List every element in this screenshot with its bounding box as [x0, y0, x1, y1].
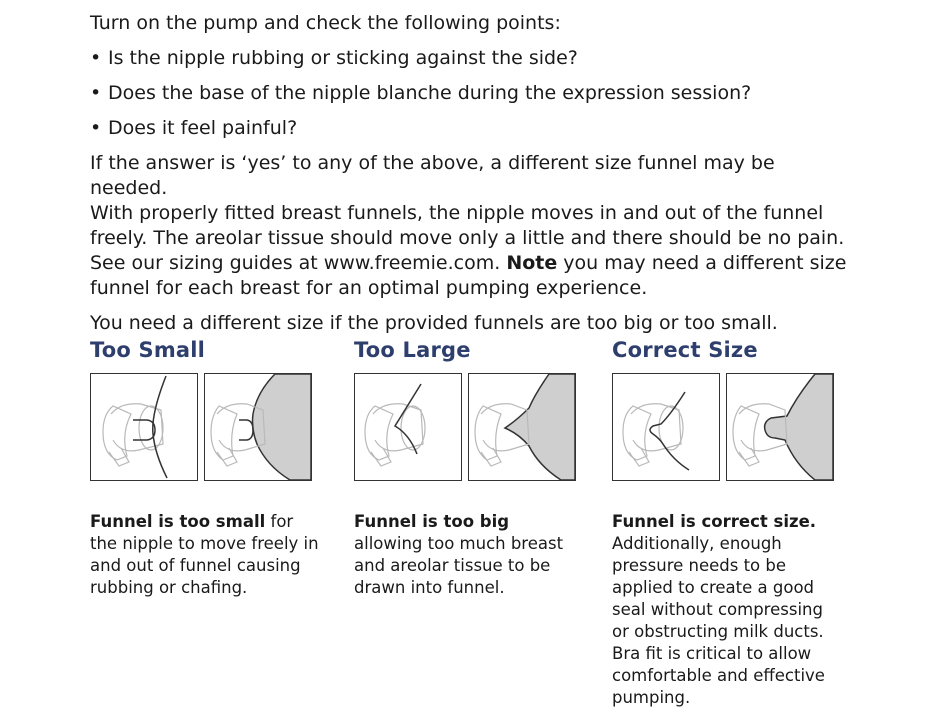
checklist-item: • Is the nipple rubbing or sticking against the side? [90, 46, 850, 71]
checklist [90, 46, 850, 141]
caption-bold: Funnel is correct size. [612, 512, 817, 531]
section-title: Too Large [354, 338, 471, 362]
section-caption [612, 511, 837, 709]
correct-size-section [612, 338, 825, 707]
funnel-with-breast-illustration [468, 373, 576, 481]
illustration-pair [354, 373, 579, 483]
intro-lead: Turn on the pump and check the following points: [90, 12, 561, 34]
checklist-item: • Does the base of the nipple blanche during the expression session? [90, 81, 850, 106]
caption-bold: Funnel is too small [90, 512, 266, 531]
caption-bold: Funnel is too big [354, 512, 510, 531]
section-caption [354, 511, 579, 599]
too-small-section [90, 338, 319, 597]
checklist-item: • Does it feel painful? [90, 116, 850, 141]
funnel-with-breast-illustration [204, 373, 312, 481]
note-label: Note [506, 252, 558, 274]
fit-line: With properly fitted breast funnels, the nipple moves in and out of the funnel [90, 202, 824, 224]
caption-text: allowing too much breast and areolar tissue to be drawn into funnel. [354, 534, 564, 597]
funnel-only-illustration [90, 373, 198, 481]
too-large-section [354, 338, 564, 597]
section-title: Too Small [90, 338, 206, 362]
funnel-only-illustration [612, 373, 720, 481]
fit-explanation [90, 151, 850, 301]
caption-text: Additionally, enough pressure needs to be applied to create a good seal without compressing or obstructing milk ducts. Bra fit is critical to allow comfortable and effective pumping. [612, 534, 825, 707]
fit-line: If the answer is ‘yes’ to any of the above, a different size funnel may be needed. [90, 152, 775, 199]
intro-text [90, 11, 850, 336]
illustration-pair [612, 373, 837, 483]
section-caption [90, 511, 325, 599]
fit-line: See our sizing guides at www.freemie.com. [90, 252, 507, 274]
section-title: Correct Size [612, 338, 758, 362]
illustration-pair [90, 373, 315, 483]
funnel-only-illustration [354, 373, 462, 481]
fit-line: freely. The areolar tissue should move only a little and there should be no pain. [90, 227, 845, 249]
fit-line: funnel for each breast for an optimal pumping experience. [90, 277, 648, 299]
caption-text: for the nipple to move freely in and out of funnel causing rubbing or chafing. [90, 512, 319, 597]
size-note: You need a different size if the provided funnels are too big or too small. [90, 312, 778, 334]
funnel-with-breast-illustration [726, 373, 834, 481]
fit-line: you may need a different size [557, 252, 847, 274]
